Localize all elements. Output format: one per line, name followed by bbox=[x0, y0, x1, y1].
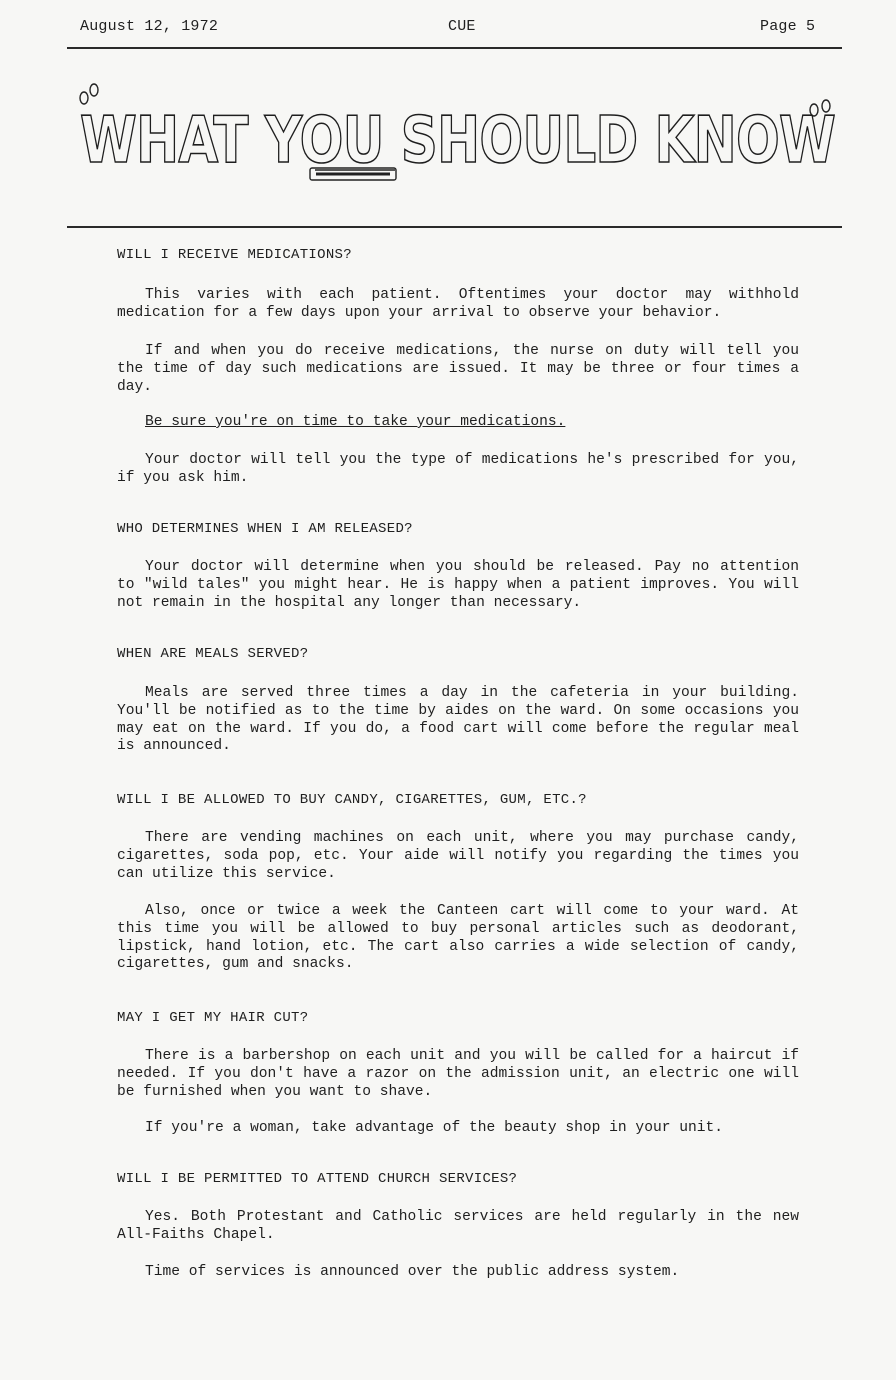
banner-divider bbox=[67, 226, 842, 228]
section-heading: WILL I BE ALLOWED TO BUY CANDY, CIGARETTES, GUM, ETC.? bbox=[117, 792, 587, 808]
paragraph: Time of services is announced over the public address system. bbox=[145, 1264, 680, 1280]
section-heading: WILL I RECEIVE MEDICATIONS? bbox=[117, 247, 352, 263]
section-heading: MAY I GET MY HAIR CUT? bbox=[117, 1010, 309, 1026]
paragraph: Meals are served three times a day in the cafeteria in your building. You'll be notified as to the time by aides on the ward. On some occasions you may eat on the ward. If you do, a food cart will come before the regular meal is announced. bbox=[117, 685, 799, 755]
section-heading: WILL I BE PERMITTED TO ATTEND CHURCH SERVICES? bbox=[117, 1171, 518, 1187]
paragraph: Your doctor will determine when you should be released. Pay no attention to "wild tales" you might hear. He is happy when a patient improves. You will not remain in the hospital any longer than necessary. bbox=[117, 559, 799, 611]
issue-date: August 12, 1972 bbox=[80, 18, 219, 35]
paragraph: Also, once or twice a week the Canteen cart will come to your ward. At this time you will be allowed to buy personal articles such as deodorant, lipstick, hand lotion, etc. The cart also carries a wide selection of candy, cigarettes, gum and snacks. bbox=[117, 903, 799, 973]
emphasis-line: Be sure you're on time to take your medications. bbox=[145, 414, 566, 430]
section-heading: WHEN ARE MEALS SERVED? bbox=[117, 646, 309, 662]
banner-title-text: WHAT YOU SHOULD KNOW bbox=[80, 104, 835, 178]
publication-name: CUE bbox=[448, 18, 476, 35]
paragraph: Yes. Both Protestant and Catholic services are held regularly in the new All-Faiths Chapel. bbox=[117, 1209, 799, 1243]
paragraph: If and when you do receive medications, the nurse on duty will tell you the time of day such medications are issued. It may be three or four times a day. bbox=[117, 343, 799, 395]
paragraph: There are vending machines on each unit, where you may purchase candy, cigarettes, soda pop, etc. Your aide will notify you regarding the times you can utilize this service. bbox=[117, 830, 799, 882]
paragraph: There is a barbershop on each unit and you will be called for a haircut if needed. If you don't have a razor on the admission unit, an electric one will be furnished when you want to shave. bbox=[117, 1048, 799, 1100]
paragraph: If you're a woman, take advantage of the beauty shop in your unit. bbox=[145, 1120, 724, 1136]
paragraph: This varies with each patient. Oftentimes your doctor may withhold medication for a few days upon your arrival to observe your behavior. bbox=[117, 287, 799, 321]
banner-title bbox=[70, 70, 850, 200]
page-number: Page 5 bbox=[760, 18, 816, 35]
section-heading: WHO DETERMINES WHEN I AM RELEASED? bbox=[117, 521, 413, 537]
paragraph: Your doctor will tell you the type of medications he's prescribed for you, if you ask him. bbox=[117, 452, 799, 486]
top-divider bbox=[67, 47, 842, 49]
